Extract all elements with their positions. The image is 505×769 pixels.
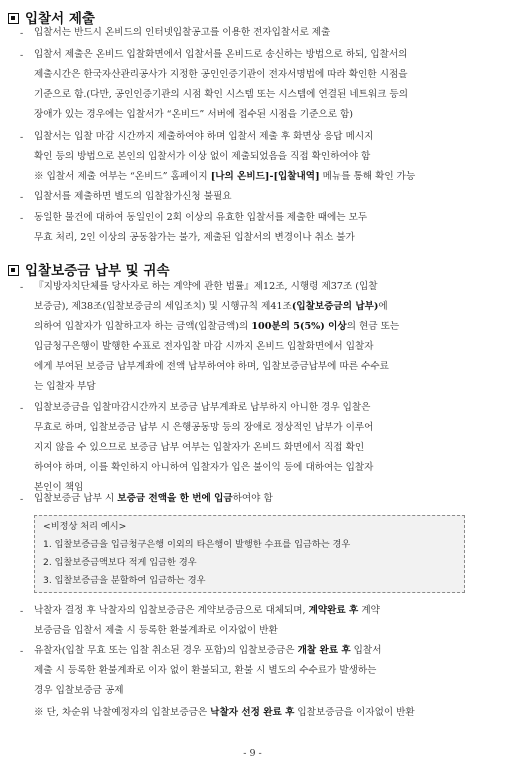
- bullet-dash: -: [20, 50, 24, 61]
- text-line: 입찰서를 제출하면 별도의 입찰참가신청 불필요: [34, 191, 232, 202]
- example-item: 3. 입찰보증금을 분할하여 입금하는 경우: [43, 575, 206, 586]
- bullet-dash: -: [20, 494, 24, 505]
- text-line: 입찰서는 입찰 마감 시간까지 제출하여야 하며 입찰서 제출 후 화면상 응답 메시지: [34, 131, 374, 142]
- bullet-dash: -: [20, 646, 24, 657]
- text-line: 지지 않을 수 있으므로 보증금 납부 여부는 입찰자가 온비드 화면에서 직접 확인: [34, 442, 365, 453]
- example-item: 1. 입찰보증금을 입금청구은행 이외의 타은행이 발행한 수표를 입금하는 경우: [43, 539, 351, 550]
- bullet-dash: -: [20, 403, 24, 414]
- example-title: <비정상 처리 예시>: [43, 521, 127, 532]
- example-box: [34, 515, 465, 593]
- bullet-dash: -: [20, 132, 24, 143]
- text-line: 확인 등의 방법으로 본인의 입찰서가 이상 없이 제출되었음을 직접 확인하여야 함: [34, 151, 371, 162]
- text-line: 입찰보증금 납부 시 보증금 전액을 한 번에 입금하여야 함: [34, 493, 273, 504]
- text-line: 무효로 하며, 입찰보증금 납부 시 은행공동망 등의 장애로 정상적인 납부가 이루어: [34, 422, 374, 433]
- bullet-dash: -: [20, 28, 24, 39]
- bullet-dash: -: [20, 282, 24, 293]
- text-line: 입찰보증금을 입찰마감시간까지 보증금 납부계좌로 납부하지 아니한 경우 입찰은: [34, 402, 371, 413]
- text-line: 기준으로 함.(다만, 공인인증기관의 시점 확인 시스템 또는 시스템에 연결된 네트워크 등의: [34, 89, 408, 100]
- text-line: 하여야 하며, 이를 확인하지 아니하여 입찰자가 입은 불이익 등에 대하여는 입찰자: [34, 462, 374, 473]
- bullet-dash: -: [20, 213, 24, 224]
- note-line: ※ 입찰서 제출 여부는 “온비드” 홈페이지 [나의 온비드]-[입찰내역] 메뉴를 통해 확인 가능: [34, 171, 416, 182]
- section-heading-bid-deposit: 입찰보증금 납부 및 귀속: [8, 259, 170, 279]
- square-bullet-icon: [8, 13, 19, 24]
- text-line: 는 입찰자 부담: [34, 381, 96, 392]
- text-line: 경우 입찰보증금 공제: [34, 685, 124, 696]
- text-line: 제출 시 등록한 환불계좌로 이자 없이 환불되고, 환불 시 별도의 수수료가 발생하는: [34, 665, 377, 676]
- text-line: 보증금을 입찰서 제출 시 등록한 환불계좌로 이자없이 반환: [34, 625, 278, 636]
- text-line: 무효 처리, 2인 이상의 공동참가는 불가, 제출된 입찰서의 변경이나 취소 불가: [34, 232, 355, 243]
- page-number: - 9 -: [243, 748, 262, 759]
- square-bullet-icon: [8, 265, 19, 276]
- text-line: 의하여 입찰자가 입찰하고자 하는 금액(입찰금액)의 100분의 5(5%) 이상의 현금 또는: [34, 321, 400, 332]
- text-line: 낙찰자 결정 후 낙찰자의 입찰보증금은 계약보증금으로 대체되며, 계약완료 후 계약: [34, 605, 380, 616]
- example-item: 2. 입찰보증금액보다 적게 입금한 경우: [43, 557, 197, 568]
- text-line: 유찰자(입찰 무효 또는 입찰 취소된 경우 포함)의 입찰보증금은 개찰 완료 후 입찰서: [34, 645, 382, 656]
- text-line: 입금청구은행이 발행한 수표로 전자입찰 마감 시까지 온비드 입찰화면에서 입찰자: [34, 341, 374, 352]
- text-line: 보증금), 제38조(입찰보증금의 세입조치) 및 시행규칙 제41조(입찰보증금의 납부)에: [34, 301, 388, 312]
- bullet-dash: -: [20, 606, 24, 617]
- text-line: 장애가 있는 경우에는 입찰서가 “온비드” 서버에 접수된 시점을 기준으로 함): [34, 109, 354, 120]
- bullet-dash: -: [20, 192, 24, 203]
- section-heading-bid-submission: 입찰서 제출: [8, 7, 95, 27]
- text-line: 입찰서 제출은 온비드 입찰화면에서 입찰서를 온비드로 송신하는 방법으로 하되, 입찰서의: [34, 49, 408, 60]
- text-line: 본인이 책임: [34, 482, 84, 493]
- text-line: 동일한 물건에 대하여 동일인이 2회 이상의 유효한 입찰서를 제출한 때에는 모두: [34, 212, 368, 223]
- text-line: 제출시간은 한국자산관리공사가 지정한 공인인증기관이 전자서명법에 따라 확인한 시점을: [34, 69, 408, 80]
- text-line: 입찰서는 반드시 온비드의 인터넷입찰공고를 이용한 전자입찰서로 제출: [34, 27, 331, 38]
- text-line: 에게 부여된 보증금 납부계좌에 전액 납부하여야 하며, 입찰보증금납부에 따른 수수료: [34, 361, 389, 372]
- note-line: ※ 단, 차순위 낙찰예정자의 입찰보증금은 낙찰자 선정 완료 후 입찰보증금을 이자없이 반환: [34, 707, 415, 718]
- text-line: 『지방자치단체를 당사자로 하는 계약에 관한 법률』제12조, 시행령 제37조 (입찰: [34, 281, 378, 292]
